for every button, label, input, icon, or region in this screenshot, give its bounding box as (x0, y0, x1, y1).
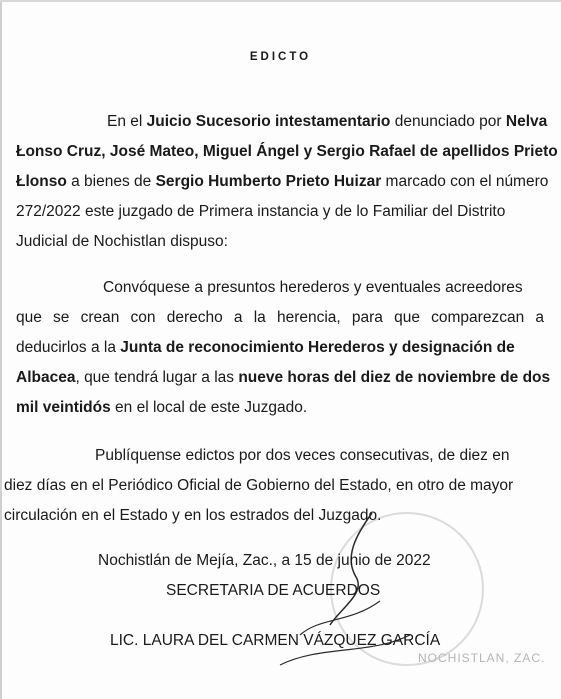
para3-line3: circulación en el Estado y en los estrados del Juzgado. (4, 507, 382, 524)
para1-line4: 272/2022 este juzgado de Primera instancia y de lo Familiar del Distrito (16, 203, 506, 220)
para2-line4: Albacea, que tendrá lugar a las nueve horas del diez de noviembre de dos (16, 369, 551, 386)
para2-line2: que se crean con derecho a la herencia, para que comparezcan a (16, 309, 544, 326)
secretary-office: SECRETARIA DE ACUERDOS (166, 582, 381, 599)
stamp-text: NOCHISTLAN, ZAC. (418, 651, 546, 665)
para1-line1: En el Juicio Sucesorio intestamentario denunciado por Nelva (107, 113, 548, 130)
document-title: EDICTO (249, 51, 312, 63)
signer-name: LIC. LAURA DEL CARMEN VÁZQUEZ GARCÍA (110, 632, 441, 649)
para2-line5: mil veintidós en el local de este Juzgado. (16, 399, 308, 416)
para2-line3: deducirlos a la Junta de reconocimiento Herederos y designación de (16, 339, 515, 356)
para1-line3: Łlonso a bienes de Sergio Humberto Prieto Huizar marcado con el número (16, 173, 549, 190)
para3-line2: diez días en el Periódico Oficial de Gobierno del Estado, en otro de mayor (4, 477, 514, 494)
para1-line5: Judicial de Nochistlan dispuso: (16, 233, 228, 250)
page-edge-top (0, 0, 561, 2)
place-date: Nochistlán de Mejía, Zac., a 15 de junio de 2022 (98, 552, 431, 569)
page-edge-left (0, 0, 2, 699)
para3-line1: Publíquense edictos por dos veces consecutivas, de diez en (95, 447, 510, 464)
para2-line1: Convóquese a presuntos herederos y eventuales acreedores (103, 279, 523, 296)
para1-line2: Łonso Cruz, José Mateo, Miguel Ángel y Sergio Rafael de apellidos Prieto (16, 143, 558, 160)
